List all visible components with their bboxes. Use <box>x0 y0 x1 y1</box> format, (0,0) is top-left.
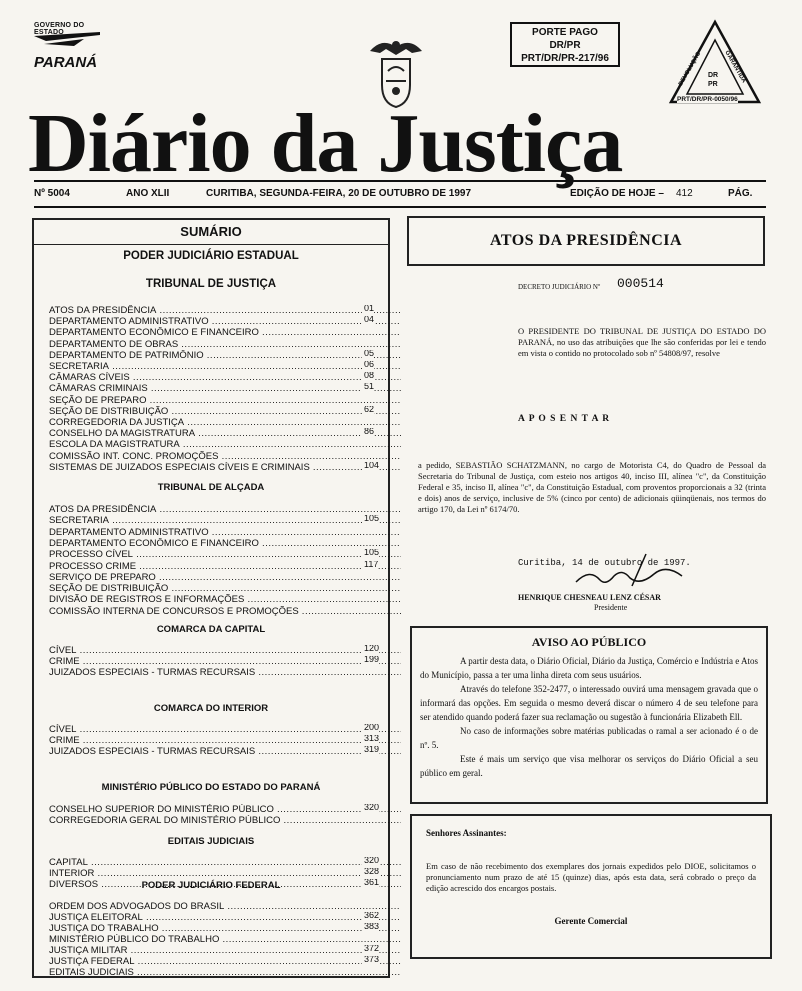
sumario-entry-label: CRIME ..... <box>49 735 401 746</box>
sumario-entry-page: 08 <box>364 372 375 381</box>
sumario-entry <box>49 339 401 350</box>
sumario-entry-label: CÍVEL ..... <box>49 724 401 735</box>
sumario-entry-page: 313 <box>364 735 380 743</box>
seal-text-right: GARANTIDA <box>723 49 747 85</box>
sumario-section-title: EDITAIS JUDICIAIS <box>167 836 255 847</box>
sumario-entry <box>49 724 401 735</box>
sumario-entry-label: DIVISÃO DE REGISTROS E INFORMAÇÕES ..... <box>49 594 401 605</box>
sumario-entry-label: JUSTIÇA MILITAR ..... <box>49 945 401 956</box>
porte-line: DR/PR <box>549 40 581 51</box>
sumario-entry-label: ESCOLA DA MAGISTRATURA ..... <box>49 439 401 450</box>
sumario-section-title: MINISTÉRIO PÚBLICO DO ESTADO DO PARANÁ <box>101 782 321 793</box>
sumario-entry-page: 200 <box>364 724 380 732</box>
sumario-entry-label: DEPARTAMENTO ECONÔMICO E FINANCEIRO ..... <box>49 538 401 549</box>
sumario-section-title: COMARCA DO INTERIOR <box>153 703 269 714</box>
sumario-entry-page: 320 <box>364 804 380 812</box>
sumario-entry-page: 51 <box>364 383 375 392</box>
signature-icon <box>570 546 690 590</box>
sumario-entry <box>49 561 401 572</box>
sumario-entry <box>49 428 401 439</box>
year-label: ANO XLII <box>126 188 170 199</box>
poder-estadual-heading: PODER JUDICIÁRIO ESTADUAL <box>123 250 299 262</box>
sumario-entry <box>49 945 401 956</box>
government-label: GOVERNO DO ESTADO <box>34 22 85 36</box>
aviso-ao-publico-box <box>410 626 768 804</box>
sumario-entry <box>49 901 401 912</box>
sumario-entry-label: SEÇÃO DE DISTRIBUIÇÃO ..... <box>49 583 401 594</box>
sumario-entry-label: ATOS DA PRESIDÊNCIA ..... <box>49 305 401 316</box>
sumario-entry-label: JUSTIÇA DO TRABALHO ..... <box>49 923 401 934</box>
sumario-entry <box>49 934 401 945</box>
parana-wedge-icon <box>34 32 100 46</box>
sumario-entry <box>49 572 401 583</box>
sumario-entry-page: 320 <box>364 857 380 865</box>
sumario-entry <box>49 515 401 526</box>
seal-text-dr: DR <box>708 72 719 79</box>
sumario-entry-label: COMISSÃO INTERNA DE CONCURSOS E PROMOÇÕES ..... <box>49 606 401 617</box>
sumario-entry <box>49 504 401 515</box>
sumario-entry <box>49 417 401 428</box>
sumario-entry-label: CRIME ..... <box>49 656 401 667</box>
seal-text-bottom: PRT/DR/PR-0050/96 <box>677 96 738 103</box>
sumario-entry <box>49 549 401 560</box>
sumario-entry-page: 361 <box>364 879 380 887</box>
sumario-heading: SUMÁRIO <box>34 220 388 245</box>
sumario-entry-label: DEPARTAMENTO ECONÔMICO E FINANCEIRO ..... <box>49 327 401 338</box>
sumario-entry <box>49 451 401 462</box>
signer-name: HENRIQUE CHESNEAU LENZ CÉSAR <box>518 593 661 602</box>
sumario-entry-label: EDITAIS JUDICIAIS ..... <box>49 967 401 978</box>
sumario-entry <box>49 815 401 826</box>
sumario-entry-label: SEÇÃO DE DISTRIBUIÇÃO ..... <box>49 406 401 417</box>
aviso-paragraph: Através do telefone 352-2477, o interessado ouvirá uma mensagem gravada que o informará das opções. Em seguida o mesmo deverá discar o número 4 de seu telefone para ser atendido quando poderá fazer sua reclamação ou sugestão à funcionária Elizabeth Ell. <box>420 684 758 722</box>
sumario-entry-page: 120 <box>364 645 380 653</box>
sumario-entry <box>49 606 401 617</box>
sumario-entry <box>49 462 401 473</box>
sumario-entry-label: DEPARTAMENTO DE PATRIMÔNIO ..... <box>49 350 401 361</box>
porte-line: PRT/DR/PR-217/96 <box>521 53 609 64</box>
sumario-panel <box>32 218 390 978</box>
sumario-section-title: TRIBUNAL DE JUSTIÇA <box>145 278 277 290</box>
page-count: 412 <box>676 188 693 199</box>
seal-text-pr: PR <box>708 81 718 88</box>
sumario-entry-label: DEPARTAMENTO ADMINISTRATIVO ..... <box>49 316 401 327</box>
sumario-entry-label: JUIZADOS ESPECIAIS - TURMAS RECURSAIS ..... <box>49 667 401 678</box>
sumario-section-title: PODER JUDICIÁRIO FEDERAL <box>141 880 281 891</box>
sumario-entry <box>49 967 401 978</box>
porte-pago-stamp <box>510 22 620 67</box>
sumario-entry-label: MINISTÉRIO PÚBLICO DO TRABALHO ..... <box>49 934 401 945</box>
sumario-entry <box>49 538 401 549</box>
sumario-entry-page: 06 <box>364 361 375 369</box>
sumario-entry-label: JUSTIÇA ELEITORAL ..... <box>49 912 401 923</box>
sumario-entry-label: SECRETARIA ..... <box>49 361 401 372</box>
decreto-body: a pedido, SEBASTIÃO SCHATZMANN, no cargo de Motorista C4, do Quadro de Pessoal da Secretaria do Tribunal de Justiça, com esteio nos artigos 40, inciso III, alínea "c", da Constituição Federal e 35, inciso II, alínea "c", da Constituição Estadual, com proventos proporcionais a 32 (trinta e dois) anos de serviço, inclusive de 5% (cinco por cento) de adicionais qüinqüenais, nos termos do artigo 170, da Lei nº 6174/70. <box>418 460 766 514</box>
sumario-entry-label: COMISSÃO INT. CONC. PROMOÇÕES ..... <box>49 451 401 462</box>
issue-number: Nº 5004 <box>34 188 70 199</box>
sumario-entry <box>49 316 401 327</box>
sumario-entry-label: DEPARTAMENTO DE OBRAS ..... <box>49 339 401 350</box>
sumario-entry <box>49 395 401 406</box>
sumario-entry-label: CÂMARAS CÍVEIS ..... <box>49 372 401 383</box>
assinantes-signature: Gerente Comercial <box>554 916 628 926</box>
sumario-entry-label: PROCESSO CÍVEL ..... <box>49 549 401 560</box>
sumario-entry-label: DEPARTAMENTO ADMINISTRATIVO ..... <box>49 527 401 538</box>
sumario-entry-label: CORREGEDORIA GERAL DO MINISTÉRIO PÚBLICO ..... <box>49 815 401 826</box>
sumario-entry <box>49 350 401 361</box>
sumario-entry-label: CAPITAL ..... <box>49 857 401 868</box>
decreto-place-date: Curitiba, 14 de outubro de 1997. <box>518 558 691 568</box>
sumario-entry-page: 199 <box>364 656 380 664</box>
edition-label: EDIÇÃO DE HOJE – <box>570 188 664 199</box>
state-government-logo <box>34 22 114 71</box>
sumario-entry-label: DIVERSOS ..... <box>49 879 401 890</box>
sumario-entry <box>49 583 401 594</box>
atos-heading-box <box>407 216 765 266</box>
sumario-entry <box>49 361 401 372</box>
signer-role: Presidente <box>594 603 628 612</box>
newspaper-title: Diário da Justiça <box>28 97 623 190</box>
aviso-paragraph: A partir desta data, o Diário Oficial, Diário da Justiça, Comércio e Indústria e Atos do Município, passa a ter uma linha direta com seus usuários. <box>420 656 758 680</box>
sumario-entry <box>49 912 401 923</box>
sumario-entry-label: ATOS DA PRESIDÊNCIA ..... <box>49 504 401 515</box>
sumario-entry-label: SERVIÇO DE PREPARO ..... <box>49 572 401 583</box>
assinantes-box <box>410 814 772 959</box>
sumario-entry <box>49 594 401 605</box>
sumario-entry-label: JUSTIÇA FEDERAL ..... <box>49 956 401 967</box>
sumario-entry <box>49 645 401 656</box>
sumario-entry <box>49 406 401 417</box>
aviso-heading: AVISO AO PÚBLICO <box>531 635 647 649</box>
sumario-entry <box>49 527 401 538</box>
sumario-entry-page: 372 <box>364 945 380 953</box>
sumario-entry <box>49 804 401 815</box>
sumario-entry-page: 01 <box>364 305 375 313</box>
sumario-entry-label: CONSELHO SUPERIOR DO MINISTÉRIO PÚBLICO ..... <box>49 804 401 815</box>
aviso-paragraph: No caso de informações sobre matérias publicadas o ramal a ser acionado é o de nº. 5. <box>420 726 758 750</box>
sumario-entry-label: SEÇÃO DE PREPARO ..... <box>49 395 401 406</box>
decreto-number: 000514 <box>617 276 664 291</box>
sumario-entry <box>49 746 401 757</box>
atos-heading: ATOS DA PRESIDÊNCIA <box>489 232 683 249</box>
sumario-entry-label: PROCESSO CRIME ..... <box>49 561 401 572</box>
sumario-entry-label: CÍVEL ..... <box>49 645 401 656</box>
sumario-entry-page: 86 <box>364 428 375 437</box>
sumario-entry <box>49 735 401 746</box>
edition-info-bar <box>34 180 766 208</box>
assinantes-heading: Senhores Assinantes: <box>426 828 507 838</box>
sumario-section-title: COMARCA DA CAPITAL <box>156 624 266 635</box>
sumario-entry-page: 104 <box>364 461 380 470</box>
sumario-entry <box>49 383 401 394</box>
sumario-entry-label: INTERIOR ..... <box>49 868 401 879</box>
porte-line: PORTE PAGO <box>532 27 598 38</box>
sumario-entry-page: 373 <box>364 956 380 964</box>
decreto-label: DECRETO JUDICIÁRIO Nº <box>518 283 601 291</box>
state-name: PARANÁ <box>34 54 98 71</box>
sumario-entry-page: 105 <box>364 515 380 524</box>
decreto-preamble: O PRESIDENTE DO TRIBUNAL DE JUSTIÇA DO ESTADO DO PARANÁ, no uso das atribuições que lhe são conferidas por lei e tendo em vista o contido no protocolado sob nº 54808/97, resolve <box>518 326 766 358</box>
city-date: CURITIBA, SEGUNDA-FEIRA, 20 DE OUTUBRO DE 1997 <box>206 188 472 199</box>
sumario-entry <box>49 857 401 868</box>
sumario-entry-page: 105 <box>364 549 380 558</box>
sumario-entry-page: 05 <box>364 349 375 358</box>
devolucao-garantida-seal <box>667 18 763 110</box>
sumario-entry-label: JUIZADOS ESPECIAIS - TURMAS RECURSAIS ..... <box>49 746 401 757</box>
pag-label: PÁG. <box>728 188 753 199</box>
seal-text-left: DEVOLUÇÃO <box>677 50 703 88</box>
sumario-entry-page: 383 <box>364 923 380 931</box>
sumario-entry <box>49 439 401 450</box>
sumario-entry-label: ORDEM DOS ADVOGADOS DO BRASIL ..... <box>49 901 401 912</box>
sumario-entry-page: 62 <box>364 405 375 414</box>
sumario-entry <box>49 372 401 383</box>
sumario-entry-label: CONSELHO DA MAGISTRATURA ..... <box>49 428 401 439</box>
sumario-entry-label: SECRETARIA ..... <box>49 515 401 526</box>
sumario-entry-label: CORREGEDORIA DA JUSTIÇA ..... <box>49 417 401 428</box>
sumario-entry <box>49 923 401 934</box>
aviso-paragraph: Este é mais um serviço que visa melhorar os serviços do Diário Oficial a seu público em geral. <box>420 754 758 778</box>
sumario-entry <box>49 956 401 967</box>
sumario-entry <box>49 305 401 316</box>
sumario-section-title: TRIBUNAL DE ALÇADA <box>157 482 265 493</box>
sumario-entry-label: SISTEMAS DE JUIZADOS ESPECIAIS CÍVEIS E CRIMINAIS ..... <box>49 462 401 473</box>
sumario-entry-page: 117 <box>364 560 379 569</box>
sumario-entry-page: 319 <box>364 746 380 754</box>
sumario-entry-page: 328 <box>364 868 380 876</box>
sumario-entry-page: 04 <box>364 316 375 325</box>
sumario-entry-page: 362 <box>364 912 380 920</box>
sumario-entry <box>49 656 401 667</box>
sumario-entry <box>49 868 401 879</box>
sumario-entry <box>49 667 401 678</box>
sumario-entry <box>49 327 401 338</box>
sumario-entry-label: CÂMARAS CRIMINAIS ..... <box>49 383 401 394</box>
decreto-action: A P O S E N T A R <box>518 414 611 424</box>
assinantes-body: Em caso de não recebimento dos exemplares dos jornais expedidos pelo DIOE, solicitamos o pronunciamento num prazo de até 15 (quinze) dias, após esta data, será cobrado o preço da edição acrescido dos encargos postais. <box>426 861 756 893</box>
